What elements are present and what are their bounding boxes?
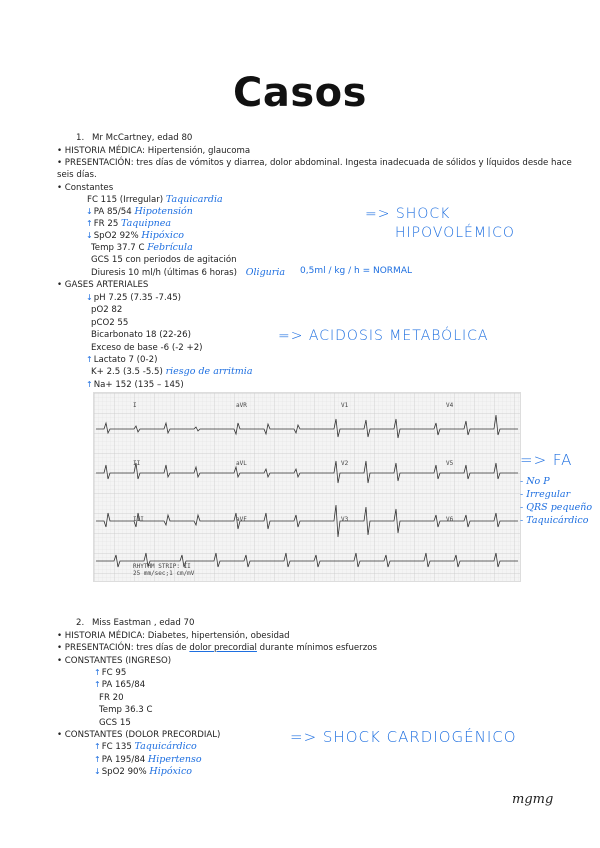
- fa-item: - Irregular: [520, 489, 571, 500]
- dolor-text: SpO2 90%: [101, 767, 147, 777]
- vital-text: PA 85/54: [93, 207, 132, 217]
- arrow-up-icon: ↑: [94, 742, 101, 751]
- ecg-image: [93, 392, 521, 582]
- page-title: Casos: [233, 70, 367, 116]
- ecg-lead-label: aVR: [236, 402, 247, 409]
- vital-text: GCS 15 con periodos de agitación: [91, 255, 237, 265]
- case1-presentation-cont: seis días.: [57, 170, 97, 180]
- arrow-up-icon: ↑: [94, 680, 101, 689]
- dolor-text: PA 195/84: [101, 755, 146, 765]
- vital-note: Taquipnea: [121, 218, 172, 229]
- diuresis-note: 0,5ml / kg / h = NORMAL: [300, 266, 412, 276]
- ingreso-text: GCS 15: [99, 718, 131, 728]
- ecg-lead-label: aVF: [236, 516, 247, 523]
- signature: mgmg: [512, 792, 554, 807]
- case1-constantes-label: • Constantes: [57, 183, 114, 193]
- vital-note: Hipóxico: [141, 230, 184, 241]
- acidosis-label: => ACIDOSIS METABÓLICA: [278, 328, 489, 344]
- fa-item: - No P: [520, 476, 550, 487]
- dolor-note: Taquicárdico: [134, 741, 197, 752]
- ecg-trace: [94, 393, 520, 581]
- fa-item: - Taquicárdico: [520, 515, 589, 526]
- case1-presentation: • PRESENTACIÓN: tres días de vómitos y diarrea, dolor abdominal. Ingesta inadecuada de sólidos y líquidos desde hace: [57, 158, 572, 168]
- ingreso-text: PA 165/84: [101, 680, 146, 690]
- vital-note: Taquicardia: [165, 194, 223, 205]
- arrow-down-icon: ↓: [86, 207, 93, 216]
- ingreso-label: • CONSTANTES (INGRESO): [57, 656, 172, 666]
- dolor-row: [94, 766, 192, 778]
- shock-hypovolemic-line2: HIPOVOLÉMICO: [395, 225, 515, 241]
- case2-number: 2.: [76, 618, 85, 628]
- gas-row: [91, 366, 253, 378]
- ingreso-text: Temp 36.3 C: [99, 705, 153, 715]
- gas-row: [86, 379, 184, 391]
- ecg-lead-label: V1: [341, 402, 349, 409]
- dolor-label: • CONSTANTES (DOLOR PRECORDIAL): [57, 730, 221, 740]
- arrow-up-icon: ↑: [86, 380, 93, 389]
- ingreso-text: FC 95: [101, 668, 127, 678]
- ingreso-text: FR 20: [99, 693, 124, 703]
- vital-text: Temp 37.7 C: [91, 243, 145, 253]
- gas-text: K+ 2.5 (3.5 -5.5): [91, 367, 163, 377]
- arrow-up-icon: ↑: [94, 668, 101, 677]
- vital-row: [86, 206, 193, 218]
- vital-row: [86, 218, 171, 230]
- ecg-speed-label: 25 mm/sec;1 cm/mV: [133, 570, 195, 577]
- case1-history: • HISTORIA MÉDICA: Hipertensión, glaucoma: [57, 146, 251, 156]
- ecg-lead-label: V6: [446, 516, 454, 523]
- gas-text: pCO2 55: [91, 318, 129, 328]
- gas-row: [91, 304, 122, 316]
- arrow-down-icon: ↓: [86, 231, 93, 240]
- presentation-text: durante mínimos esfuerzos: [256, 643, 377, 653]
- gas-row: [91, 329, 191, 341]
- fa-title: => FA: [520, 451, 573, 469]
- ingreso-row: [99, 692, 124, 704]
- vital-text: FR 25: [93, 219, 119, 229]
- arrow-up-icon: ↑: [86, 219, 93, 228]
- gas-row: [91, 317, 128, 329]
- presentation-underlined: dolor precordial: [189, 643, 257, 653]
- dolor-row: [94, 741, 197, 753]
- dolor-row: [94, 754, 202, 766]
- ecg-lead-label: III: [133, 516, 144, 523]
- dolor-note: Hipertenso: [147, 754, 202, 765]
- vital-row: [91, 242, 193, 254]
- arrow-up-icon: ↑: [94, 755, 101, 764]
- presentation-text: • PRESENTACIÓN: tres días de: [57, 643, 190, 653]
- case2-header: Miss Eastman , edad 70: [92, 618, 195, 628]
- vital-note: Febrícula: [147, 242, 193, 253]
- ingreso-row: [99, 717, 131, 729]
- dolor-note: Hipóxico: [149, 766, 192, 777]
- shock-hypovolemic-line1: => SHOCK: [365, 206, 451, 222]
- case1-number: 1.: [76, 133, 85, 143]
- vital-row: [91, 267, 285, 279]
- vital-text: FC 115 (Irregular): [87, 195, 164, 205]
- gas-row: [91, 342, 203, 354]
- ecg-lead-label: V2: [341, 460, 349, 467]
- ecg-lead-label: I: [133, 402, 137, 409]
- arrow-up-icon: ↑: [86, 355, 93, 364]
- gas-text: Lactato 7 (0-2): [93, 355, 158, 365]
- vital-row: [86, 230, 184, 242]
- ingreso-row: [99, 704, 153, 716]
- ingreso-row: [94, 667, 126, 679]
- gas-row: [86, 292, 181, 304]
- gases-label: • GASES ARTERIALES: [57, 280, 149, 290]
- vital-row: [91, 254, 237, 266]
- gas-text: Exceso de base -6 (-2 +2): [91, 343, 203, 353]
- gas-row: [86, 354, 157, 366]
- gas-note: riesgo de arritmia: [165, 366, 253, 377]
- ecg-lead-label: V4: [446, 402, 454, 409]
- ecg-lead-label: V3: [341, 516, 349, 523]
- ecg-lead-label: V5: [446, 460, 454, 467]
- arrow-down-icon: ↓: [86, 293, 93, 302]
- ecg-lead-label: aVL: [236, 460, 247, 467]
- ingreso-row: [94, 679, 145, 691]
- vital-note: Oliguria: [245, 267, 286, 278]
- gas-text: pO2 82: [91, 305, 123, 315]
- gas-text: Bicarbonato 18 (22-26): [91, 330, 191, 340]
- vital-note: Hipotensión: [134, 206, 193, 217]
- vital-row: [86, 194, 223, 206]
- arrow-down-icon: ↓: [94, 767, 101, 776]
- ecg-lead-label: II: [133, 460, 141, 467]
- case2-history: • HISTORIA MÉDICA: Diabetes, hipertensión, obesidad: [57, 631, 290, 641]
- case1-header: Mr McCartney, edad 80: [92, 133, 193, 143]
- shock-cardiogenic: => SHOCK CARDIOGÉNICO: [290, 728, 517, 746]
- case2-presentation: [57, 642, 377, 654]
- dolor-text: FC 135: [101, 742, 132, 752]
- gas-text: pH 7.25 (7.35 -7.45): [93, 293, 182, 303]
- vital-text: SpO2 92%: [93, 231, 139, 241]
- vital-text: Diuresis 10 ml/h (últimas 6 horas): [91, 268, 237, 278]
- fa-item: - QRS pequeño: [520, 502, 593, 513]
- gas-text: Na+ 152 (135 – 145): [93, 380, 184, 390]
- ecg-rhythm-label: RHYTHM STRIP: II: [133, 563, 191, 570]
